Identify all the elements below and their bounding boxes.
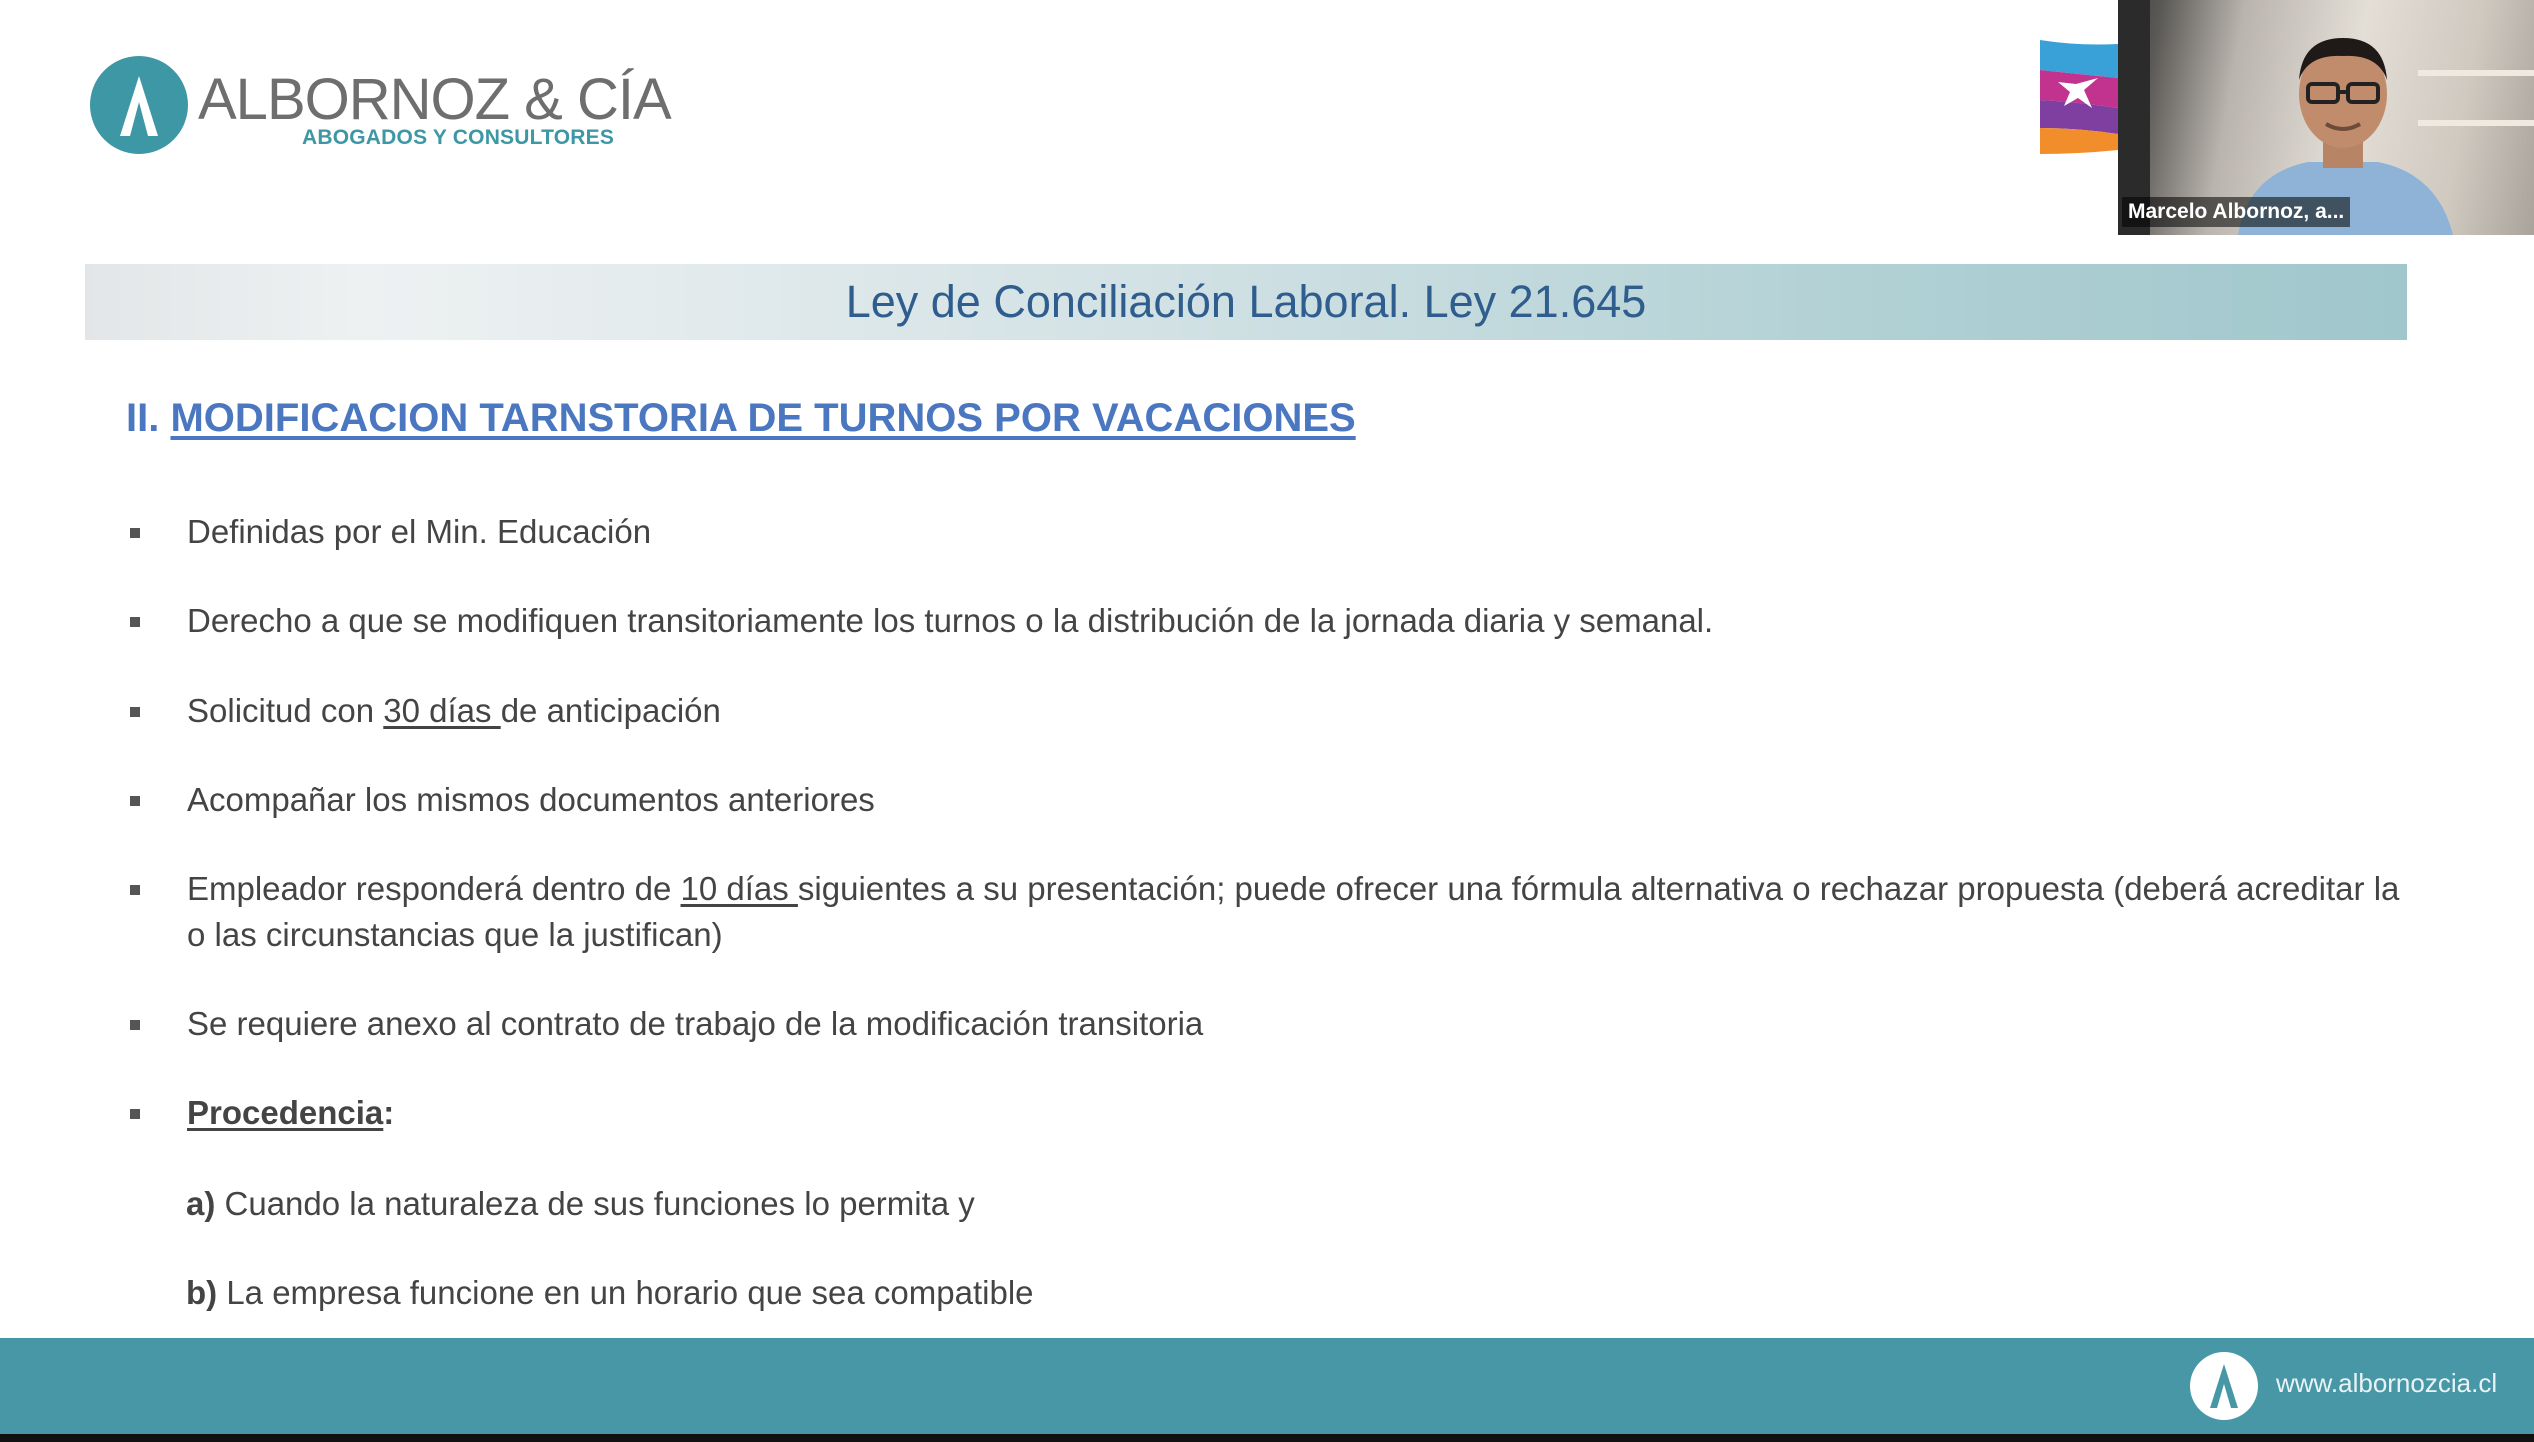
bullet-square-icon: [130, 1109, 140, 1119]
sub-item: [186, 1181, 975, 1227]
bullet-square-icon: [130, 885, 140, 895]
footer-logo-icon: [2190, 1352, 2258, 1420]
list-item-text: Derecho a que se modifiquen transitoriamente los turnos o la distribución de la jornada diaria y semanal.: [187, 602, 1714, 639]
procedencia-label: Procedencia: [187, 1094, 384, 1131]
list-item-text: Solicitud con 30 días de anticipación: [187, 692, 721, 729]
list-item-text: Procedencia:: [187, 1094, 395, 1131]
list-item-text: Definidas por el Min. Educación: [187, 513, 652, 550]
company-logo: [90, 56, 671, 156]
participant-video-tile[interactable]: [2118, 0, 2534, 235]
multicolor-star-logo-icon: [2038, 38, 2120, 156]
sub-item-label: a): [186, 1185, 216, 1222]
footer-website-link[interactable]: www.albornozcia.cl: [2276, 1368, 2498, 1398]
sub-item-text: La empresa funcione en un horario que sea compatible: [217, 1274, 1034, 1311]
list-item-text: Acompañar los mismos documentos anteriores: [187, 781, 875, 818]
underlined-days: 10 días: [680, 870, 798, 907]
section-heading-number: II.: [126, 396, 160, 440]
logo-subtitle: ABOGADOS Y CONSULTORES: [302, 126, 615, 149]
list-item-text: Se requiere anexo al contrato de trabajo de la modificación transitoria: [187, 1005, 1204, 1042]
section-heading-text: MODIFICACION TARNSTORIA DE TURNOS POR VACACIONES: [170, 396, 1356, 440]
title-banner: [85, 264, 2407, 340]
list-item-text: Empleador responderá dentro de 10 días siguientes a su presentación; puede ofrecer una fórmula alternativa o rechazar propuesta (deberá acreditar la o las circunstancias que la justifican): [187, 870, 2400, 953]
bullet-square-icon: [130, 528, 140, 538]
slide-title: Ley de Conciliación Laboral. Ley 21.645: [845, 276, 1647, 327]
sub-item: [186, 1270, 1034, 1316]
underlined-days: 30 días: [383, 692, 501, 729]
section-heading: [126, 396, 1356, 441]
sub-item-text: Cuando la naturaleza de sus funciones lo permita y: [215, 1185, 975, 1222]
bullet-square-icon: [130, 707, 140, 717]
slide-footer: [0, 1338, 2534, 1434]
bullet-square-icon: [130, 796, 140, 806]
logo-a-icon: [90, 56, 188, 154]
sub-item-label: b): [186, 1274, 218, 1311]
bullet-square-icon: [130, 1020, 140, 1030]
bullet-square-icon: [130, 617, 140, 627]
screen-bottom-edge: [0, 1434, 2534, 1442]
logo-name: ALBORNOZ & CÍA: [198, 67, 671, 132]
participant-name-label: Marcelo Albornoz, a...: [2122, 197, 2350, 227]
